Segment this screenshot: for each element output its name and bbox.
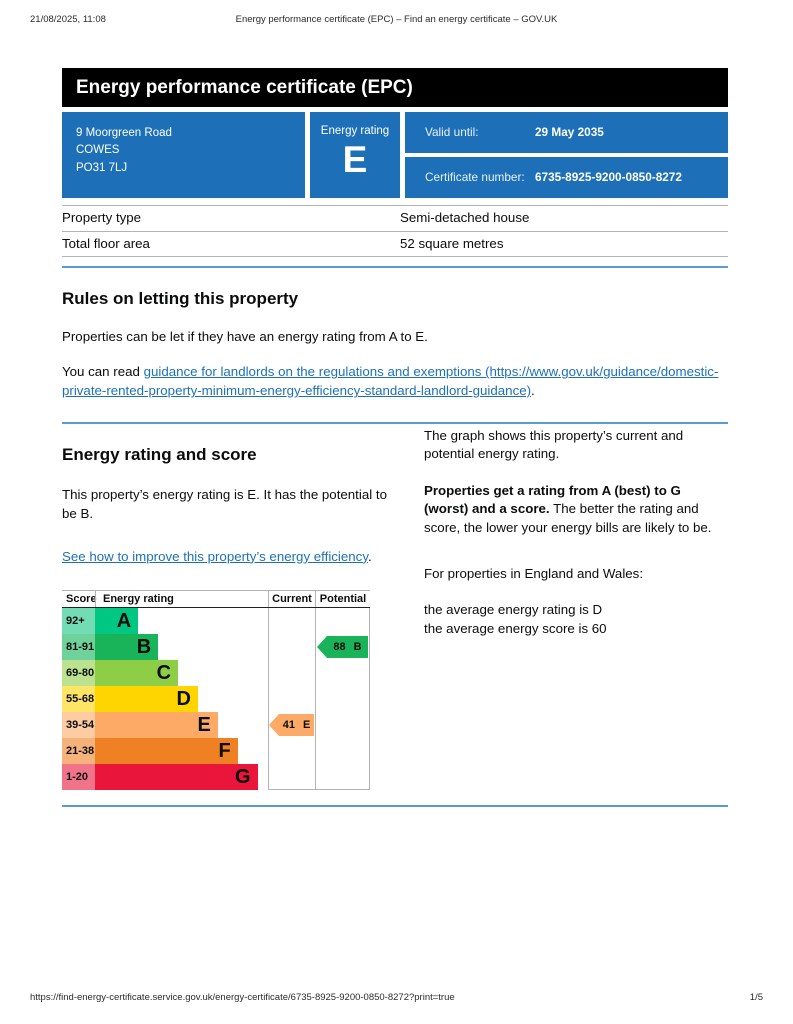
epc-band-score: 92+ (62, 608, 95, 634)
valid-until-label: Valid until: (425, 125, 479, 140)
rating-heading: Energy rating and score (62, 444, 257, 464)
epc-band-letter: A (116, 610, 132, 633)
guidance-paragraph (62, 363, 728, 400)
table-row (62, 231, 728, 257)
certificate-number-value: 6735-8925-9200-0850-8272 (535, 170, 682, 185)
current-score: 41 (282, 718, 295, 731)
epc-band-track (95, 764, 268, 790)
floor-area-value: 52 square metres (400, 235, 504, 251)
energy-rating-column-header: Energy rating (95, 591, 268, 607)
address-line-3: PO31 7LJ (76, 161, 128, 174)
epc-band-letter: G (235, 766, 251, 789)
floor-area-label: Total floor area (62, 235, 150, 251)
current-column-header: Current (268, 591, 315, 607)
section-divider (62, 266, 728, 268)
energy-rating-letter: E (342, 139, 368, 181)
guidance-prefix: You can read (62, 364, 144, 380)
epc-band-letter: D (176, 688, 191, 711)
epc-band-score: 1-20 (62, 764, 95, 790)
epc-band-track (95, 660, 268, 686)
rating-left-column (62, 424, 396, 791)
potential-column-header: Potential (315, 591, 370, 607)
epc-band-letter: F (218, 740, 231, 763)
epc-band-score: 21-38 (62, 738, 95, 764)
property-type-label: Property type (62, 210, 142, 226)
address-line-2: COWES (76, 144, 120, 157)
average-score-line: the average energy score is 60 (424, 620, 607, 636)
print-doc-title: Energy performance certificate (EPC) – Find an energy certificate – GOV.UK (235, 14, 558, 25)
epc-band-track (95, 712, 268, 738)
epc-band-score: 81-91 (62, 634, 95, 660)
epc-band-letter: B (136, 636, 152, 659)
potential-score: 88 (333, 640, 346, 653)
epc-band-bar (95, 686, 198, 712)
improve-efficiency-link[interactable]: See how to improve this property’s energy efficiency (62, 548, 368, 564)
epc-band-track (95, 738, 268, 764)
page-title: Energy performance certificate (EPC) (62, 68, 728, 107)
current-column (268, 608, 315, 790)
print-footer-url: https://find-energy-certificate.service.gov.uk/energy-certificate/6735-8925-9200-0850-8272?print=true (30, 992, 455, 1003)
current-letter: E (302, 718, 311, 731)
epc-band-score: 69-80 (62, 660, 95, 686)
epc-band-bar (95, 608, 138, 634)
rules-heading: Rules on letting this property (62, 289, 299, 308)
valid-until-value: 29 May 2035 (535, 125, 604, 140)
epc-chart-header (62, 591, 370, 608)
property-address (62, 112, 305, 198)
energy-rating-section (62, 424, 728, 791)
england-wales-note: For properties in England and Wales: (424, 565, 644, 581)
rating-intro: This property’s energy rating is E. It has the potential to be B. (62, 487, 387, 522)
epc-band-letter: C (156, 662, 172, 685)
current-rating-arrow (269, 714, 314, 736)
epc-band-score: 55-68 (62, 686, 95, 712)
rating-explanation (424, 482, 728, 538)
epc-band-bar (95, 712, 218, 738)
potential-rating-arrow (317, 636, 368, 658)
epc-band-score: 39-54 (62, 712, 95, 738)
rating-right-column (424, 424, 728, 791)
property-type-value: Semi-detached house (400, 210, 530, 226)
rating-explanation-bold: Properties get a rating from A (best) to G (worst) and a score. (424, 482, 681, 517)
epc-band-bar (95, 738, 238, 764)
arrow-left-tip (269, 714, 279, 736)
address-line-1: 9 Moorgreen Road (76, 127, 172, 139)
print-datetime: 21/08/2025, 11:08 (30, 14, 106, 25)
rating-explanation-rest: The better the rating and score, the lower your energy bills are likely to be. (424, 501, 712, 536)
epc-band-track (95, 634, 268, 660)
certificate-number-label: Certificate number: (425, 170, 525, 185)
certificate-number-box (405, 157, 728, 198)
print-page-number: 1/5 (749, 992, 763, 1003)
epc-chart-body (62, 608, 370, 790)
improve-suffix: . (367, 548, 372, 564)
section-divider (62, 805, 728, 807)
valid-until-box (405, 112, 728, 153)
guidance-suffix: . (531, 383, 535, 399)
property-details-table (62, 205, 728, 257)
improve-paragraph (62, 548, 396, 567)
potential-rating-value (327, 636, 368, 658)
epc-chart (62, 590, 370, 790)
energy-rating-label: Energy rating (320, 125, 390, 137)
rules-paragraph: Properties can be let if they have an energy rating from A to E. (62, 328, 428, 344)
epc-band-track (95, 686, 268, 712)
energy-rating-box (310, 112, 400, 198)
epc-band-bar (95, 764, 258, 790)
epc-band-bar (95, 634, 158, 660)
graph-description: The graph shows this property’s current and potential energy rating. (424, 427, 684, 462)
certificate-page (62, 68, 728, 807)
potential-letter: B (353, 640, 362, 653)
arrow-left-tip (317, 636, 327, 658)
epc-band-bar (95, 660, 178, 686)
epc-band-track (95, 608, 268, 634)
table-row (62, 205, 728, 231)
validity-column (405, 112, 728, 198)
current-rating-value (279, 714, 314, 736)
epc-band-letter: E (197, 714, 211, 737)
average-rating-line: the average energy rating is D (424, 602, 603, 618)
landlord-guidance-link[interactable]: guidance for landlords on the regulations and exemptions (https://www.gov.uk/guidance/domestic-private-rented-property-minimum-energy-efficiency-standard-landlord-guidance) (62, 364, 719, 399)
score-column-header: Score (66, 593, 97, 606)
certificate-summary (62, 112, 728, 198)
